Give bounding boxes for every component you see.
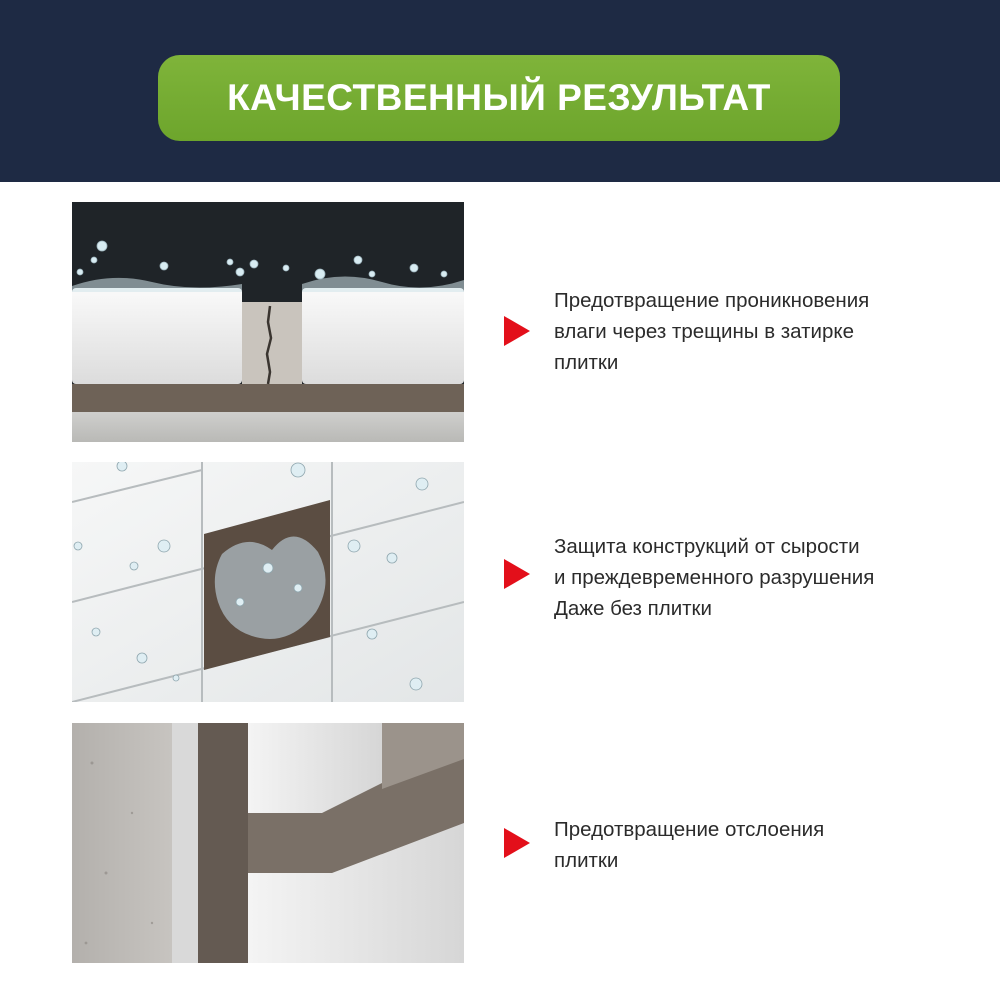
feature-description-1 xyxy=(554,285,974,378)
feature-image-grout-crack xyxy=(72,202,464,442)
tile-adhesion-section-icon xyxy=(72,723,464,963)
feature-description-3 xyxy=(554,814,974,876)
description-line: Защита конструкций от сырости xyxy=(554,535,860,558)
description-line: Даже без плитки xyxy=(554,597,712,620)
feature-image-adhesion xyxy=(72,723,464,963)
description-line: Предотвращение отслоения xyxy=(554,818,825,841)
description-line: Предотвращение проникновения xyxy=(554,289,870,312)
header-banner xyxy=(0,0,1000,182)
feature-image-patch xyxy=(72,462,464,702)
wall-waterproofing-patch-icon xyxy=(72,462,464,702)
description-line: влаги через трещины в затирке xyxy=(554,320,854,343)
feature-description-2 xyxy=(554,531,974,624)
tile-grout-crack-water-icon xyxy=(72,202,464,442)
bullet-arrow-icon xyxy=(504,828,530,858)
bullet-arrow-icon xyxy=(504,316,530,346)
bullet-arrow-icon xyxy=(504,559,530,589)
page-title: КАЧЕСТВЕННЫЙ РЕЗУЛЬТАТ xyxy=(227,77,771,118)
description-line: и преждевременного разрушения xyxy=(554,566,875,589)
description-line: плитки xyxy=(554,849,619,872)
description-line: плитки xyxy=(554,351,619,374)
title-pill xyxy=(158,55,840,141)
